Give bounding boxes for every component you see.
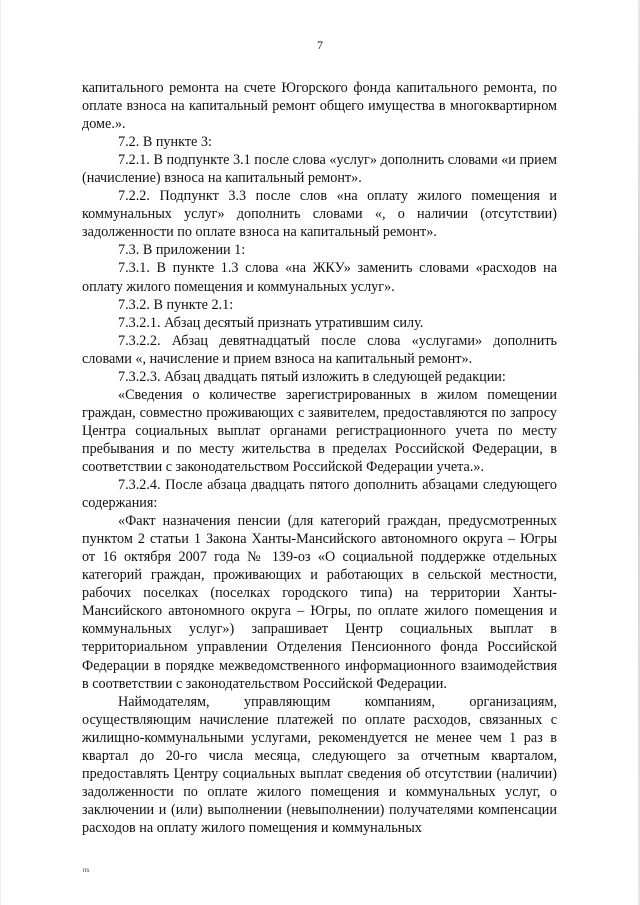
page-number: 7: [317, 38, 323, 52]
paragraph-7-3-2-1: 7.3.2.1. Абзац десятый признать утратившим силу.: [118, 314, 424, 331]
footer-mark: ns: [83, 868, 90, 874]
paragraph-7-3-2: 7.3.2. В пункте 2.1:: [118, 296, 234, 313]
paragraph-continuation: капитального ремонта на счете Югорского фонда капитального ремонта, по оплате взноса на капитальный ремонт общего имущества в многоквартирном доме.».: [82, 80, 557, 133]
paragraph-7-3-1: 7.3.1. В пункте 1.3 слова «на ЖКУ» заменить словами «расходов на оплату жилого помещения и коммунальных услуг».: [82, 260, 557, 295]
paragraph-landlords: Наймодателям, управляющим компаниям, организациям, осуществляющим начисление платежей по оплате расходов, связанных с жилищно-коммунальными услугами, рекомендуется не менее чем 1 раз в квартал до 20-го числа месяца, следующего за отчетным кварталом, предоставлять Центру социальных выплат сведения об отсутствии (наличии) задолженности по оплате жилого помещения и коммунальных услуг, о заключении и (или) выполнении (невыполнении) получателями компенсации расходов на оплату жилого помещения и коммунальных: [82, 693, 557, 836]
paragraph-7-3-2-3: 7.3.2.3. Абзац двадцать пятый изложить в следующей редакции:: [118, 368, 506, 385]
quoted-paragraph-residents: «Сведения о количестве зарегистрированных в жилом помещении граждан, совместно проживающих с заявителем, предоставляются по запросу Центра социальных выплат органами регистрационного учета по месту пребывания и по месту жительства в пределах Российской Федерации, в соответствии с законодательством Российской Федерации учета.».: [82, 386, 557, 475]
paragraph-7-3-2-4: 7.3.2.4. После абзаца двадцать пятого дополнить абзацами следующего содержания:: [82, 477, 557, 512]
paragraph-7-2-2: 7.2.2. Подпункт 3.3 после слов «на оплату жилого помещения и коммунальных услуг» дополнить словами «, о наличии (отсутствии) задолженности по оплате взноса на капитальный ремонт».: [82, 188, 557, 241]
paragraph-7-3: 7.3. В приложении 1:: [118, 242, 246, 259]
quoted-paragraph-pension: «Факт назначения пенсии (для категорий граждан, предусмотренных пунктом 2 статьи 1 Закона Ханты-Мансийского автономного округа – Югры от 16 октября 2007 года № 139-оз «О социальной поддержке отдельных категорий граждан, проживающих и работающих в сельской местности, рабочих поселках (поселках городского типа) на территории Ханты-Мансийского автономного округа – Югры, по оплате жилого помещения и коммунальных услуг») запрашивает Центр социальных выплат в территориальном управлении Отделения Пенсионного фонда Российской Федерации в порядке межведомственного информационного взаимодействия в соответствии с законодательством Российской Федерации.: [82, 513, 557, 692]
paragraph-7-3-2-2: 7.3.2.2. Абзац девятнадцатый после слова «услугами» дополнить словами «, начисление и прием взноса на капитальный ремонт».: [82, 332, 557, 367]
paragraph-7-2: 7.2. В пункте 3:: [118, 134, 212, 151]
paragraph-7-2-1: 7.2.1. В подпункте 3.1 после слова «услуг» дополнить словами «и прием (начисление) взноса на капитальный ремонт».: [82, 152, 557, 187]
document-body: [82, 79, 557, 837]
scan-edge-left: [0, 0, 1, 905]
